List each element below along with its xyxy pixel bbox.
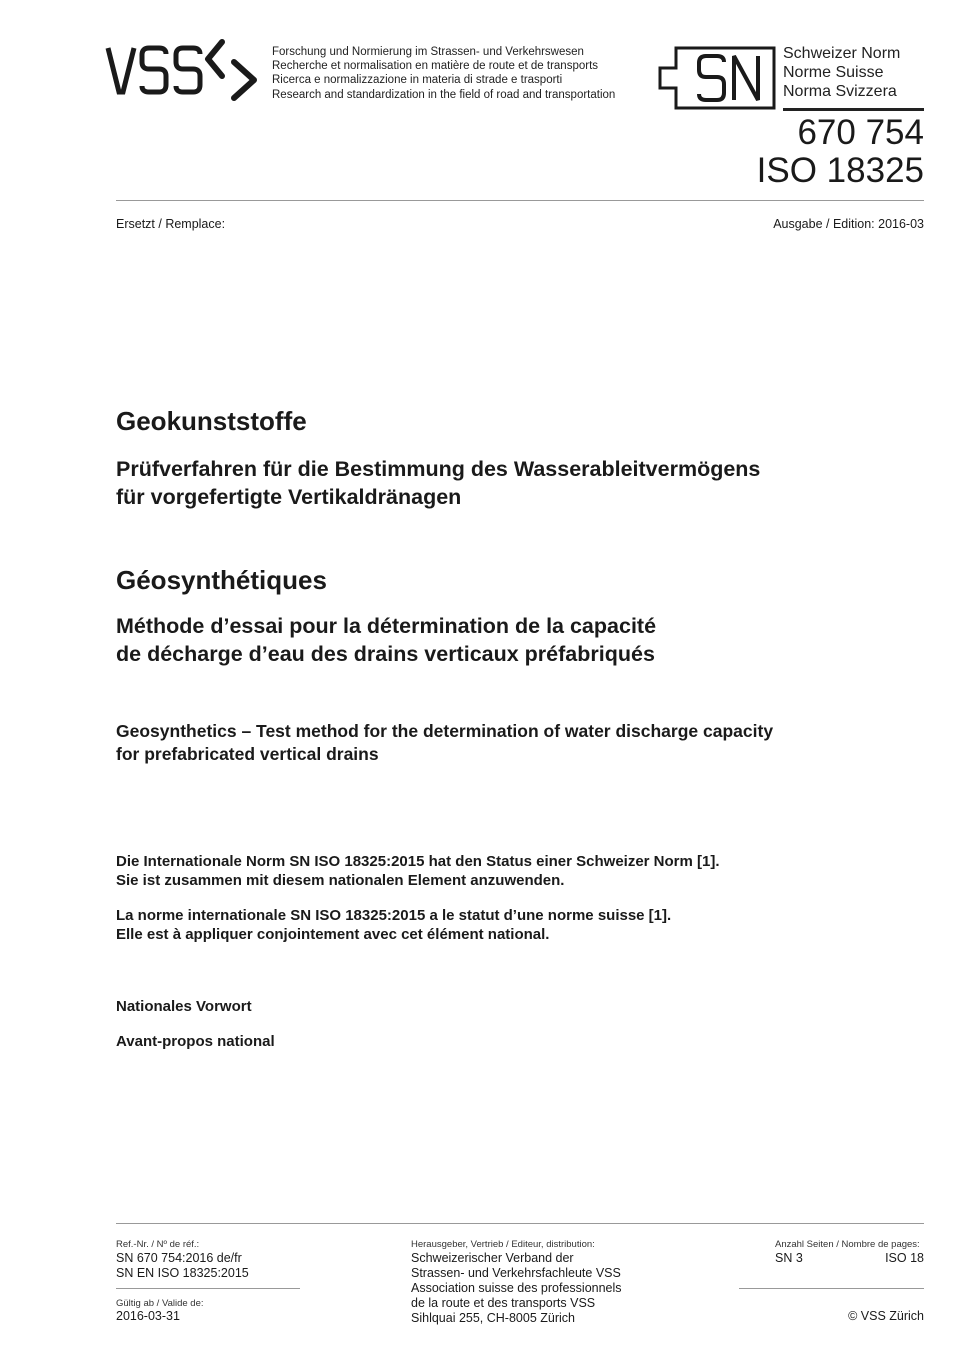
sn-name-it: Norma Svizzera bbox=[783, 83, 897, 100]
sn-document-number: 670 754 bbox=[797, 113, 924, 152]
iso-document-number: ISO 18325 bbox=[756, 151, 924, 190]
vss-logo bbox=[104, 38, 266, 102]
title-de-main: Geokunststoffe bbox=[116, 406, 307, 436]
copyright: © VSS Zürich bbox=[848, 1309, 924, 1323]
sn-names bbox=[783, 44, 900, 101]
pages-sn: SN 3 bbox=[775, 1251, 803, 1265]
footer-left-divider bbox=[116, 1288, 300, 1289]
status-line: La norme internationale SN ISO 18325:2015 a le statut d’une norme suisse [1]. bbox=[116, 907, 672, 924]
sn-name-de: Schweizer Norm bbox=[783, 45, 901, 62]
title-de-sub bbox=[116, 455, 916, 511]
status-fr bbox=[116, 906, 916, 944]
publisher-line: Sihlquai 255, CH-8005 Zürich bbox=[411, 1311, 575, 1325]
replaces-label: Ersetzt / Remplace: bbox=[116, 217, 226, 231]
publisher-line: de la route et des transports VSS bbox=[411, 1296, 596, 1310]
publisher-label: Herausgeber, Vertrieb / Editeur, distribution: bbox=[411, 1239, 595, 1250]
vss-tagline bbox=[272, 45, 615, 102]
pages-iso: ISO 18 bbox=[885, 1251, 924, 1265]
ref-numbers bbox=[116, 1251, 249, 1281]
publisher-line: Association suisse des professionnels bbox=[411, 1281, 622, 1295]
footer-divider bbox=[116, 1223, 924, 1224]
tagline-line: Forschung und Normierung im Strassen- und Verkehrswesen bbox=[272, 46, 584, 58]
valid-date: 2016-03-31 bbox=[116, 1309, 180, 1323]
tagline-line: Ricerca e normalizzazione in materia di strade e trasporti bbox=[272, 74, 563, 87]
title-line: für vorgefertigte Vertikaldränagen bbox=[116, 485, 462, 509]
status-de bbox=[116, 852, 916, 890]
publisher-line: Strassen- und Verkehrsfachleute VSS bbox=[411, 1266, 621, 1280]
publisher-line: Schweizerischer Verband der bbox=[411, 1251, 574, 1265]
title-line: Méthode d’essai pour la détermination de la capacité bbox=[116, 614, 657, 638]
ref-label: Ref.-Nr. / Nº de réf.: bbox=[116, 1239, 200, 1250]
pages-label: Anzahl Seiten / Nombre de pages: bbox=[775, 1239, 920, 1250]
footer-right-divider bbox=[739, 1288, 924, 1289]
title-line: de décharge d’eau des drains verticaux préfabriqués bbox=[116, 642, 655, 666]
valid-label: Gültig ab / Valide de: bbox=[116, 1298, 204, 1309]
title-fr-main: Géosynthétiques bbox=[116, 565, 327, 595]
edition-label: Ausgabe / Edition: 2016-03 bbox=[773, 217, 924, 231]
ref-number: SN EN ISO 18325:2015 bbox=[116, 1266, 249, 1280]
title-line: for prefabricated vertical drains bbox=[116, 743, 379, 764]
document-number-block bbox=[757, 114, 924, 190]
status-line: Sie ist zusammen mit diesem nationalen Element anzuwenden. bbox=[116, 872, 565, 889]
title-line: Prüfverfahren für die Bestimmung des Wasserableitvermögens bbox=[116, 457, 761, 481]
sn-rule bbox=[783, 108, 924, 111]
foreword-de-heading: Nationales Vorwort bbox=[116, 998, 252, 1015]
title-en bbox=[116, 720, 916, 765]
title-fr-sub bbox=[116, 612, 916, 668]
tagline-line: Recherche et normalisation en matière de route et de transports bbox=[272, 60, 599, 73]
status-line: Die Internationale Norm SN ISO 18325:2015 hat den Status einer Schweizer Norm [1]. bbox=[116, 853, 720, 870]
sn-logo bbox=[656, 44, 780, 112]
ref-number: SN 670 754:2016 de/fr bbox=[116, 1251, 242, 1265]
foreword-fr-heading: Avant-propos national bbox=[116, 1033, 275, 1050]
header-divider bbox=[116, 200, 924, 201]
tagline-line: Research and standardization in the field of road and transportation bbox=[272, 88, 616, 101]
status-line: Elle est à appliquer conjointement avec cet élément national. bbox=[116, 926, 550, 943]
publisher-address bbox=[411, 1251, 622, 1326]
sn-name-fr: Norme Suisse bbox=[783, 64, 884, 81]
title-line: Geosynthetics – Test method for the determination of water discharge capacity bbox=[116, 721, 774, 741]
